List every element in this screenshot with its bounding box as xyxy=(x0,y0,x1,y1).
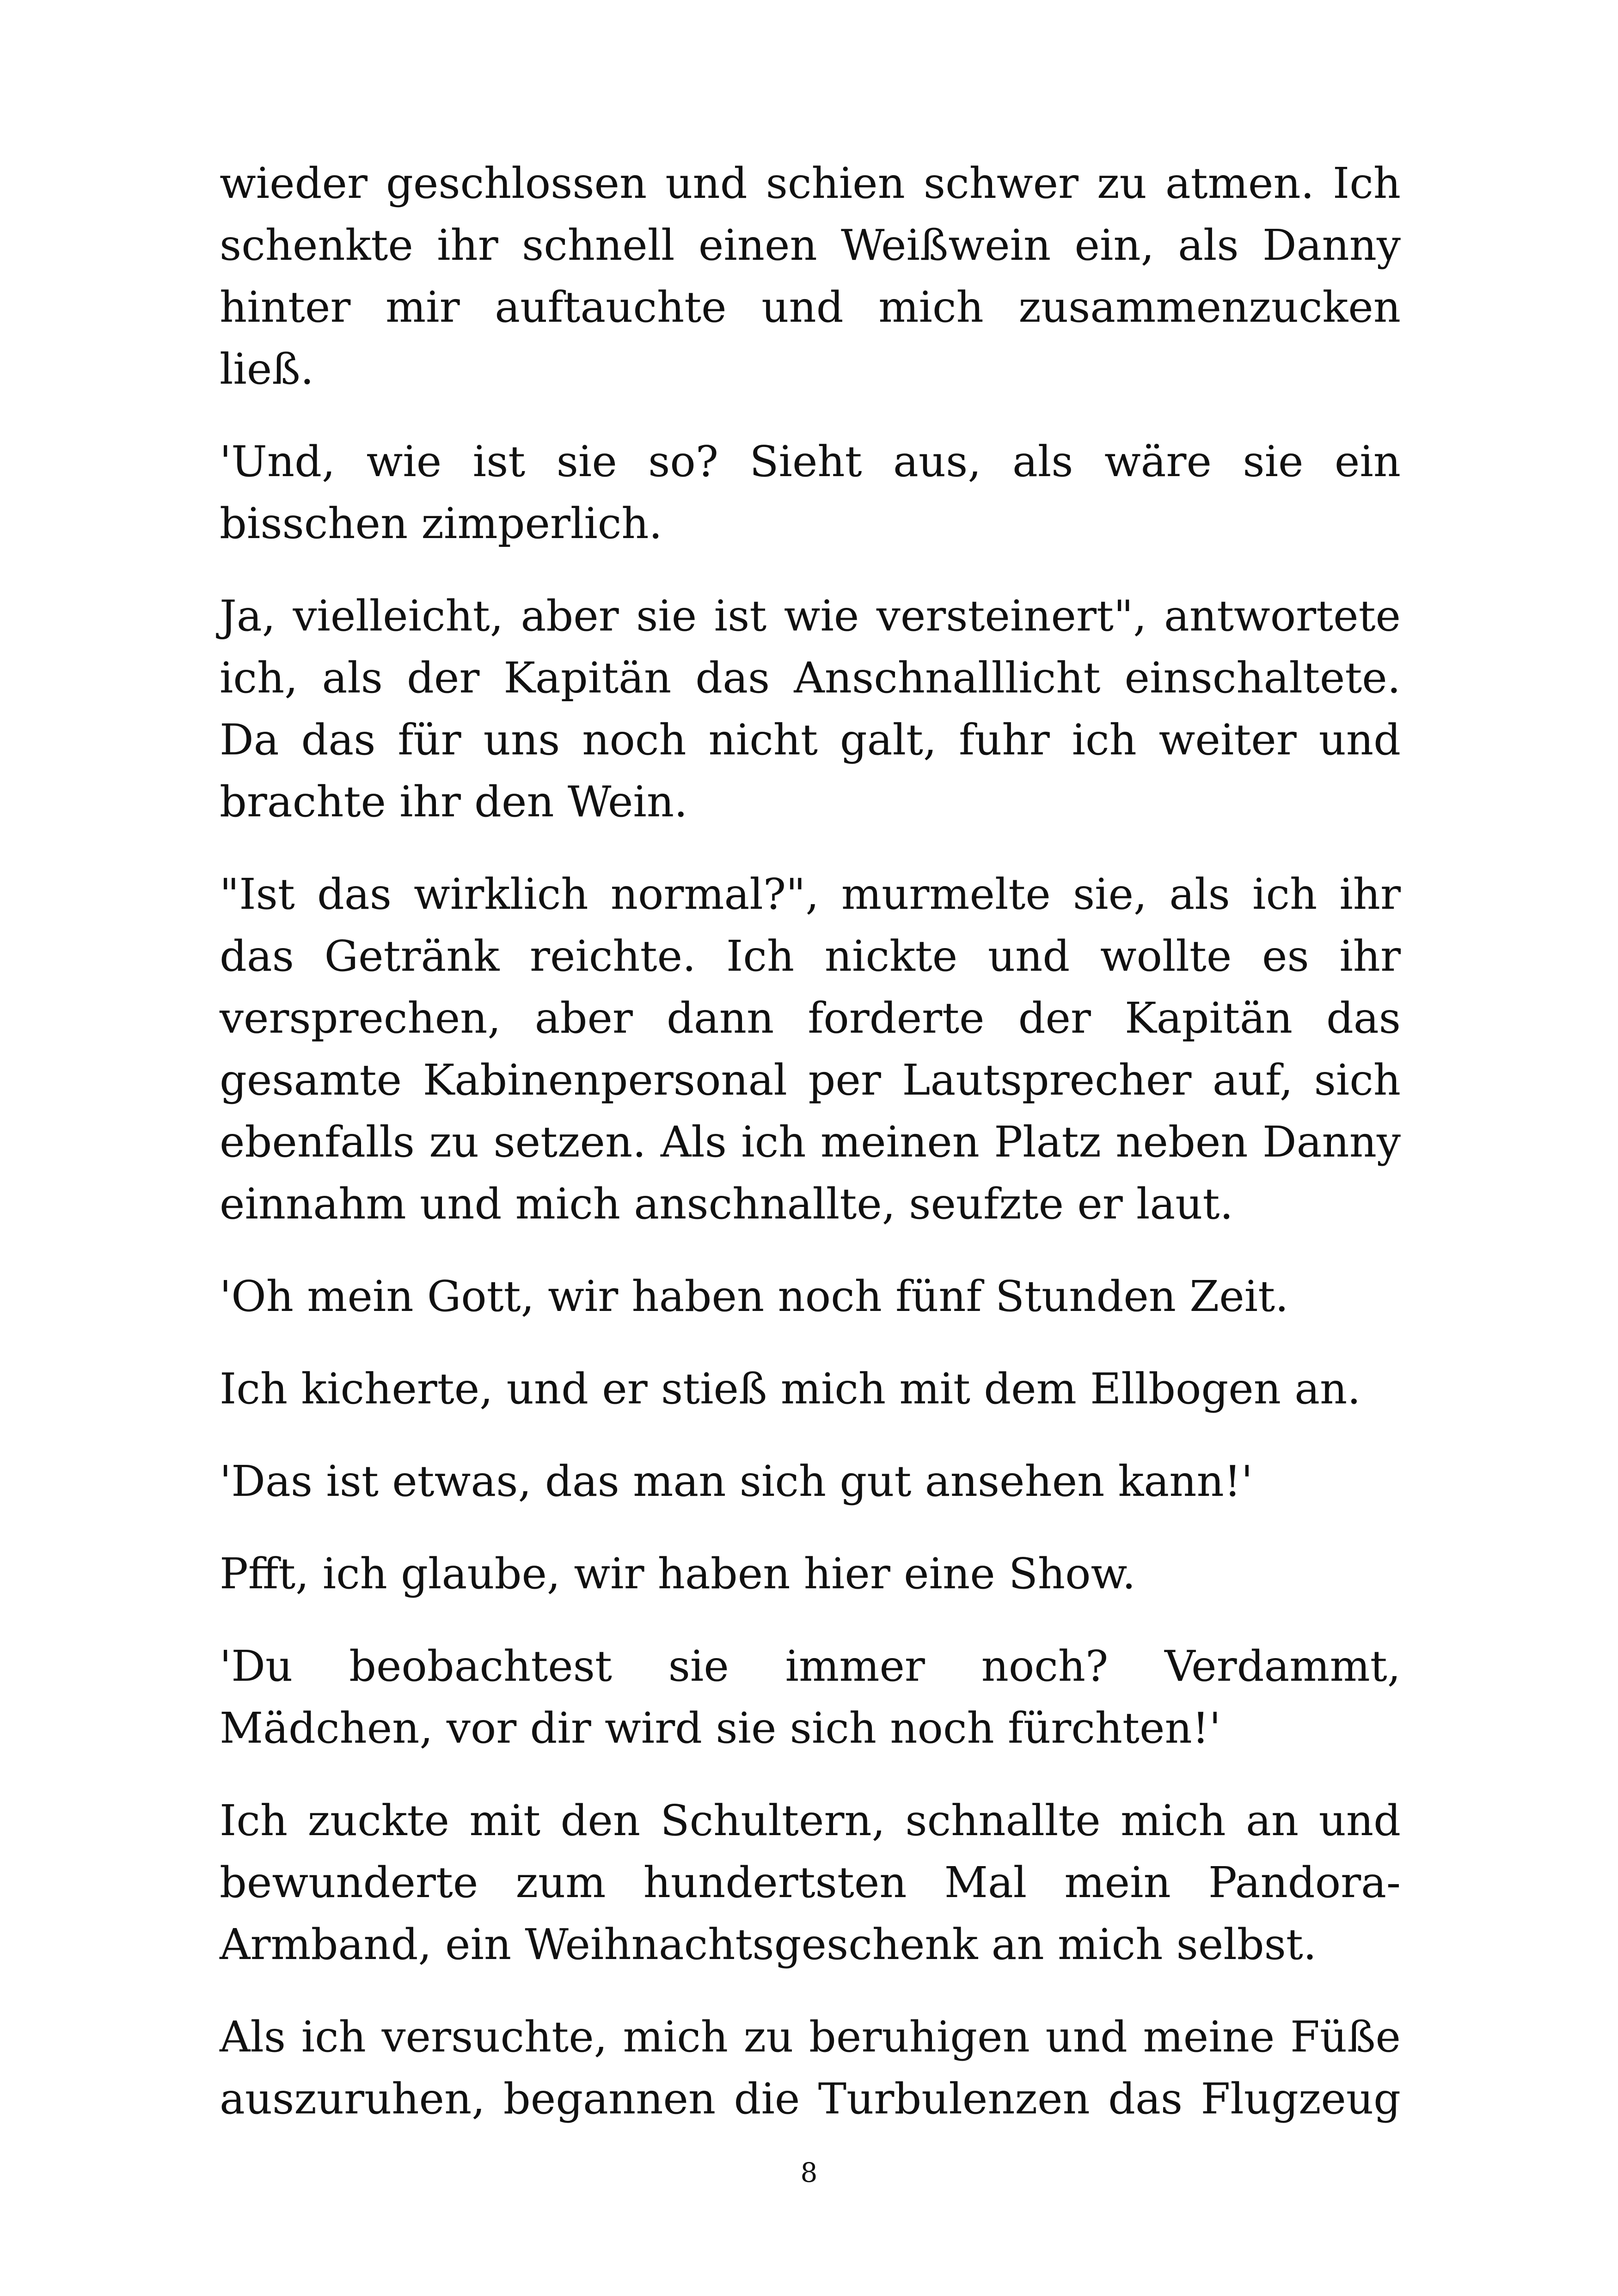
paragraph-5: 'Oh mein Gott, wir haben noch fünf Stunden Zeit. xyxy=(220,1272,1289,1321)
body-text xyxy=(220,153,1401,2161)
paragraph-10: Ich zuckte mit den Schultern, schnallte mich an und bewunderte zum hundertsten Mal mein Pandora-Armband, ein Weihnachtsgeschenk an mich selbst. xyxy=(220,1796,1401,1969)
paragraph-7: 'Das ist etwas, das man sich gut ansehen kann!' xyxy=(220,1457,1253,1506)
paragraph-2: 'Und, wie ist sie so? Sieht aus, als wäre sie ein bisschen zimperlich. xyxy=(220,437,1401,548)
paragraph-6: Ich kicherte, und er stieß mich mit dem Ellbogen an. xyxy=(220,1364,1361,1414)
paragraph-11: Als ich versuchte, mich zu beruhigen und meine Füße auszuruhen, begannen die Turbulenzen das Flugzeug xyxy=(220,2012,1401,2124)
paragraph-1: wieder geschlossen und schien schwer zu atmen. Ich schenkte ihr schnell einen Weißwein ein, als Danny hinter mir auftauchte und mich zusammenzucken ließ. xyxy=(220,159,1401,394)
paragraph-3: Ja, vielleicht, aber sie ist wie versteinert", antwortete ich, als der Kapitän das Anschnalllicht einschaltete. Da das für uns noch nicht galt, fuhr ich weiter und brachte ihr den Wein. xyxy=(220,591,1401,827)
paragraph-4: "Ist das wirklich normal?", murmelte sie, als ich ihr das Getränk reichte. Ich nickte und wollte es ihr versprechen, aber dann forderte der Kapitän das gesamte Kabinenpersonal per Lautsprecher auf, sich ebenfalls zu setzen. Als ich meinen Platz neben Danny einnahm und mich anschnallte, seufzte er laut. xyxy=(220,869,1401,1229)
page-number: 8 xyxy=(800,2157,818,2188)
paragraph-9: 'Du beobachtest sie immer noch? Verdammt, Mädchen, vor dir wird sie sich noch fürchten!' xyxy=(220,1641,1401,1753)
paragraph-8: Pfft, ich glaube, wir haben hier eine Show. xyxy=(220,1549,1136,1598)
